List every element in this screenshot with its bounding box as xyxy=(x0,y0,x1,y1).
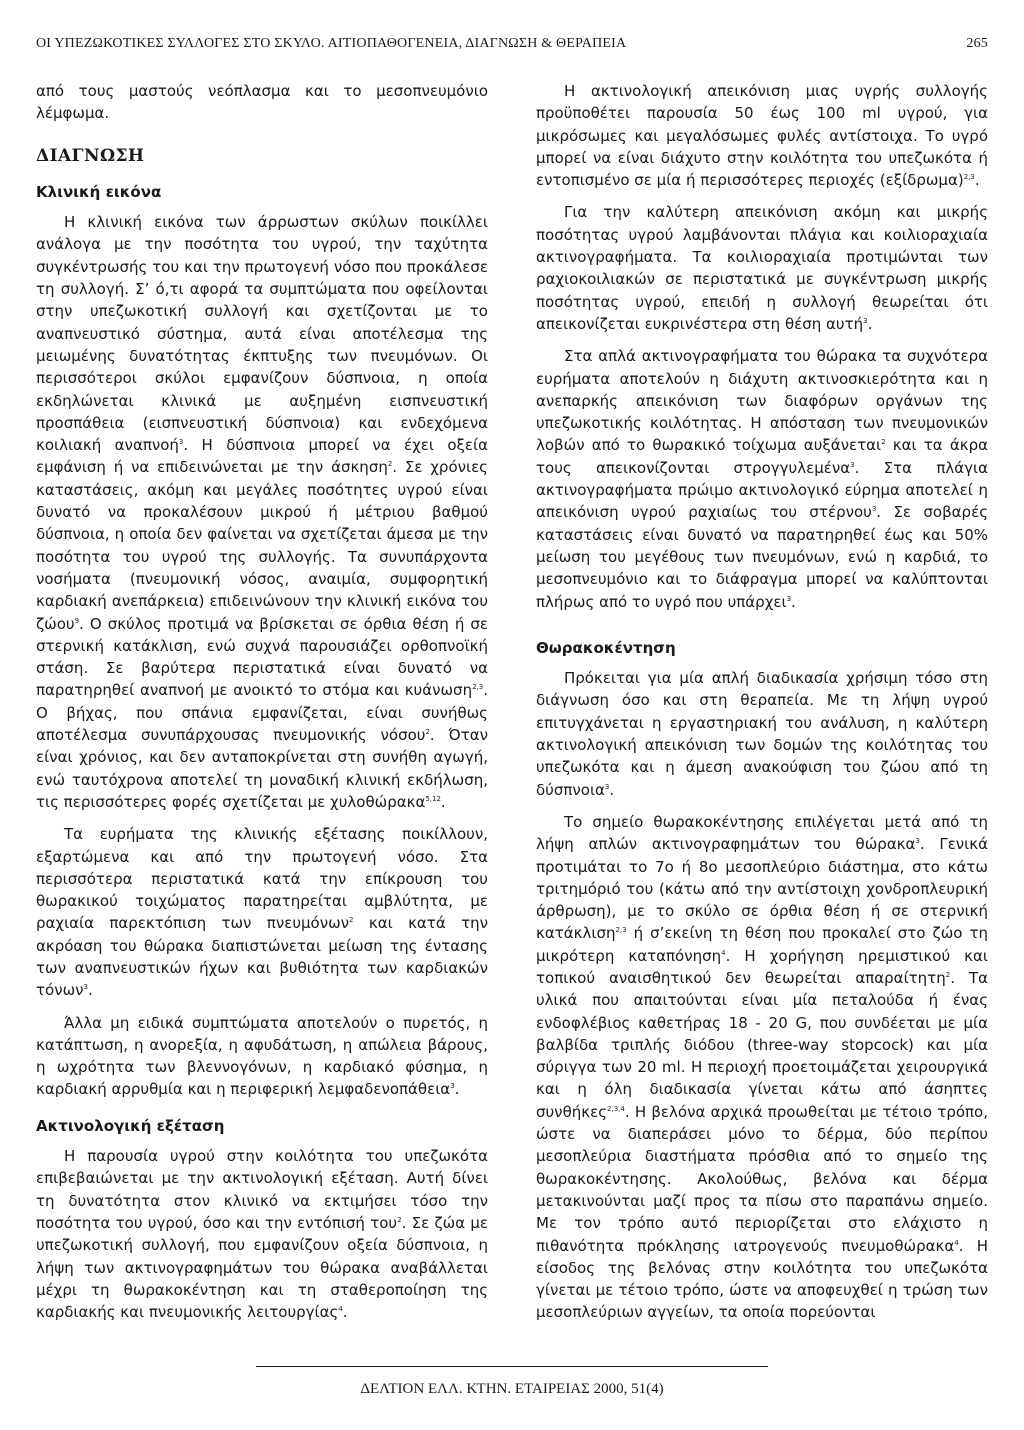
right-column xyxy=(536,80,988,1334)
radiology-paragraph-3 xyxy=(536,201,988,335)
reference-marker: 2,3 xyxy=(472,683,484,692)
running-head-title: ΟΙ ΥΠΕΖΩΚΟΤΙΚΕΣ ΣΥΛΛΟΓΕΣ ΣΤΟ ΣΚΥΛΟ. ΑΙΤΙΟΠΑΘΟΓΕΝΕΙΑ, ΔΙΑΓΝΩΣΗ & ΘΕΡΑΠΕΙΑ xyxy=(36,36,627,51)
text-span: Πρόκειται για μία απλή διαδικασία χρήσιμη τόσο στη διάγνωση όσο και στη θεραπεία. Με τη λήψη υγρού επιτυγχάνεται η εργαστηριακή του ανάλυση, η καλύτερη ακτινολογική απεικόνιση των δομών της κοιλότητας του υπεζωκότα και η άμεση ανακούφιση του ζώου από τη δύσπνοια xyxy=(536,669,988,799)
journal-footer: ΔΕΛΤΙΟΝ ΕΛΛ. ΚΤΗΝ. ΕΤΑΙΡΕΙΑΣ 2000, 51(4) xyxy=(360,1381,664,1397)
text-span: Άλλα μη ειδικά συμπτώματα αποτελούν ο πυρετός, η κατάπτωση, η ανορεξία, η αφυδάτωση, η απώλεια βάρους, η ωχρότητα των βλεννογόνων, η καρδιακό φύσημα, η καρδιακή αρρυθμία και η περιφερική λεμφαδενοπάθεια xyxy=(36,1013,488,1099)
footer-divider xyxy=(256,1366,768,1367)
text-span: . Η χορήγηση ηρεμιστικού και τοπικού αναισθητικού δεν θεωρείται απαραίτητη xyxy=(536,946,988,987)
radiology-paragraph-2 xyxy=(536,80,988,191)
left-column xyxy=(36,80,488,1333)
text-span: και τα άκρα τους απεικονίζονται στρογγυλεμένα xyxy=(536,436,988,477)
reference-marker: 2 xyxy=(945,970,951,979)
reference-marker: 4 xyxy=(954,1238,959,1247)
thoracentesis-paragraph-1 xyxy=(536,667,988,801)
reference-marker: 2,3 xyxy=(615,926,627,935)
text-span: Για την καλύτερη απεικόνιση ακόμη και μικρής ποσότητας υγρού λαμβάνονται πλάγια και κοιλιοραχιαία ακτινογραφήματα. Τα κοιλιοραχιαία προτιμώνται των ραχιοκοιλιακών σε περιστατικά με συγκέντρωση μικρής ποσότητας υγρού, επειδή η συλλογή θεωρείται ότι απεικονίζεται ευκρινέστερα στη θέση αυτή xyxy=(536,203,988,333)
reference-marker: 3 xyxy=(786,594,792,603)
reference-marker: 2 xyxy=(881,438,886,447)
text-span: και κατά την ακρόαση του θώρακα διαπιστώνεται μείωση της έντασης των αναπνευστικών ήχων και βυθιότητα των καρδιακών τόνων xyxy=(36,914,488,1000)
text-span: . xyxy=(791,592,796,611)
text-span: . Ο σκύλος προτιμά να βρίσκεται σε όρθια θέση ή σε στερνική κατάκλιση, ενώ συχνά παρουσιάζει ορθοπνοϊκή στάση. Σε βαρύτερα περιστατικά είναι δυνατό να παρατηρηθεί αναπνοή με ανοικτό το στόμα και κυάνωση xyxy=(36,614,488,700)
radiology-paragraph-4 xyxy=(536,345,988,613)
text-span: . xyxy=(454,1080,460,1099)
running-head xyxy=(36,36,988,58)
text-span: . xyxy=(440,792,446,811)
page-number: 265 xyxy=(966,36,988,51)
reference-marker: 3 xyxy=(871,505,877,514)
reference-marker: 2 xyxy=(387,460,393,469)
subheading-clinical-picture: Κλινική εικόνα xyxy=(36,182,162,201)
reference-marker: 2 xyxy=(425,728,430,737)
reference-marker: 2,3 xyxy=(963,173,975,182)
text-span: . Η είσοδος της βελόνας στην κοιλότητα του υπεζωκότα γίνεται με τέτοιο τρόπο, ώστε να αποφευχθεί η τρώση των μεσοπλεύριων αγγείων, τα οποία πορεύονται xyxy=(536,1236,988,1322)
reference-marker: 3 xyxy=(863,316,868,325)
subheading-radiology: Ακτινολογική εξέταση xyxy=(36,1116,225,1135)
text-span: . Ο βήχας, που σπάνια εμφανίζεται, είναι συνήθως αποτέλεσμα συνυπάρχουσας πνευμονικής νόσου xyxy=(36,681,488,745)
thoracentesis-paragraph-2 xyxy=(536,811,988,1324)
reference-marker: 2 xyxy=(349,916,354,925)
section-heading-diagnosis: ΔΙΑΓΝΩΣΗ xyxy=(36,145,145,166)
text-span: Η κλινική εικόνα των άρρωστων σκύλων ποικίλλει ανάλογα με την ποσότητα του υγρού, την ταχύτητα συγκέντρωσής του και την πρωτογενή νόσο που προκάλεσε τη συλλογή. Σ’ ό,τι αφορά τα συμπτώματα που οφείλονται στην υπεζωκοτική συλλογή και σχετίζονται με το αναπνευστικό σύστημα, αυτά είναι αποτέλεσμα της μειωμένης δυνατότητας έκπτυξης των πνευμόνων. Οι περισσότεροι σκύλοι εμφανίζουν δύσπνοια, η οποία εκδηλώνεται κλινικά με αυξημένη εισπνευστική προσπάθεια (εισπνευστική δύσπνοια) και ενδεχόμενα κοιλιακή αναπνοή xyxy=(36,213,488,455)
reference-marker: 2,3,4 xyxy=(607,1104,625,1113)
text-span: . Σε ζώα με υπεζωκοτική συλλογή, που εμφανίζουν οξεία δύσπνοια, η λήψη των ακτινογραφημάτων του θώρακα αναβάλλεται μέχρι τη θωρακοκέντηση και τη σταθεροποίηση της καρδιακής και πνευμονικής λειτουργίας xyxy=(36,1213,488,1322)
radiology-paragraph-1 xyxy=(36,1145,488,1323)
reference-marker: 3 xyxy=(915,837,920,846)
reference-marker: 5,12 xyxy=(425,794,441,803)
reference-marker: 3 xyxy=(850,460,855,469)
clinical-paragraph-2 xyxy=(36,823,488,1001)
text-span: . Σε σοβαρές καταστάσεις είναι δυνατό να παρατηρηθεί έως και 50% μείωση του μεγέθους των πνευμόνων, ενώ η καρδιά, το μεσοπνευμόνιο και το διάφραγμα μπορεί να καλύπτονται πλήρως από το υγρό που υπάρχει xyxy=(536,503,988,611)
text-span: . xyxy=(88,981,93,1000)
text-span: . xyxy=(342,1303,348,1322)
text-span: . xyxy=(974,171,980,190)
reference-marker: 3 xyxy=(83,983,88,992)
reference-marker: 4 xyxy=(721,948,726,957)
text-span: Το σημείο θωρακοκέντησης επιλέγεται μετά από τη λήψη απλών ακτινογραφημάτων του θώρακα xyxy=(536,812,988,854)
text-span: . xyxy=(609,780,615,799)
reference-marker: 3 xyxy=(604,782,610,791)
text-span: . Σε χρόνιες καταστάσεις, ακόμη και μεγάλες ποσότητες υγρού είναι δυνατό να προκαλέσουν μικρού ή μέτριου βαθμού δύσπνοια, η οποία δεν φαίνεται να σχετίζεται άμεσα με την ποσότητα του υγρού της συλλογής. Τα συνυπάρχοντα νοσήματα (πνευμονική νόσος, αναιμία, συμφορητική καρδιακή ανεπάρκεια) επιδεινώνουν την κλινική εικόνα του ζώου xyxy=(36,458,488,633)
reference-marker: 3 xyxy=(178,438,184,447)
text-span: ή σ’εκείνη τη θέση που προκαλεί στο ζώο τη μικρότερη καταπόνηση xyxy=(536,924,988,965)
subheading-thoracentesis: Θωρακοκέντηση xyxy=(536,638,676,657)
clinical-paragraph-1 xyxy=(36,211,488,813)
text-span: . Η δύσπνοια μπορεί να έχει οξεία εμφάνιση ή να επιδεινώνεται με την άσκηση xyxy=(36,436,488,477)
text-span: . Η βελόνα αρχικά προωθείται με τέτοιο τρόπο, ώστε να διαπεράσει μόνο το δέρμα, δύο περίπου μεσοπλεύρια διαστήματα πρόσθια από το σημείο της θωρακοκέντησης. Ακολούθως, βελόνα και δέρμα μετακινούνται μαζί προς τα πίσω στο παραπάνω σημείο. Με τον τρόπο αυτό περιορίζεται στο ελάχιστο η πιθανότητα πρόκλησης ιατρογενούς πνευμοθώρακα xyxy=(536,1102,988,1255)
text-span: . Στα πλάγια ακτινογραφήματα πρώιμο ακτινολογικό εύρημα αποτελεί η απεικόνιση υγρού ραχιαίως του στέρνου xyxy=(536,458,988,522)
reference-marker: 3 xyxy=(450,1082,455,1091)
text-span: . Γενικά προτιμάται το 7ο ή 8ο μεσοπλεύριο διάστημα, στο κάτω τριτημόριό του (κάτω από την αντίστοιχη χονδροπλευρική άρθρωση), με το σκύλο σε όρθια θέση ή σε στερνική κατάκλιση xyxy=(536,835,988,943)
text-span: Τα ευρήματα της κλινικής εξέτασης ποικίλλουν, εξαρτώμενα και από την πρωτογενή νόσο. Στα περισσότερα περιστατικά κατά την επίκρουση του θωρακικού τοιχώματος παρατηρείται αμβλύτητα, με ραχιαία παρεκτόπιση των πνευμόνων xyxy=(36,825,488,933)
text-span: Η παρουσία υγρού στην κοιλότητα του υπεζωκότα επιβεβαιώνεται με την ακτινολογική εξέταση. Αυτή δίνει τη δυνατότητα στον κλινικό να εκτιμήσει τόσο την ποσότητα του υγρού, όσο και την εντόπισή του xyxy=(36,1147,488,1232)
text-span: . Τα υλικά που απαιτούνται είναι μία πεταλούδα ή ένας ενδοφλέβιος καθετήρας 18 - 20 G, που συνδέεται με μία βαλβίδα τριπλής διόδου (three-way stopcock) και μία σύριγγα των 20 ml. Η περιοχή προετοιμάζεται χειρουργικά και η όλη διαδικασία γίνεται κάτω από άσηπτες συνθήκες xyxy=(536,968,988,1121)
text-span: Στα απλά ακτινογραφήματα του θώρακα τα συχνότερα ευρήματα αποτελούν η διάχυτη ακτινοσκιερότητα και η ανεπαρκής απεικόνιση των διαφόρων οργάνων της υπεζωκοτικής κοιλότητας. Η απόσταση των πνευμονικών λοβών από το θωρακικό τοίχωμα αυξάνεται xyxy=(536,347,988,455)
reference-marker: 4 xyxy=(338,1305,343,1314)
reference-marker: 2 xyxy=(397,1215,402,1224)
text-span: . Όταν είναι χρόνιος, και δεν ανταποκρίνεται στη συνήθη αγωγή, ενώ ταυτόχρονα αποτελεί τη μοναδική κλινική εκδήλωση, τις περισσότερες φορές σχετίζεται με χυλοθώρακα xyxy=(36,726,488,811)
clinical-paragraph-3 xyxy=(36,1012,488,1101)
text-span: . xyxy=(867,314,873,333)
continuation-paragraph: από τους μαστούς νεόπλασμα και το μεσοπνευμόνιο λέμφωμα. xyxy=(36,82,488,123)
text-span: Η ακτινολογική απεικόνιση μιας υγρής συλλογής προϋποθέτει παρουσία 50 έως 100 ml υγρού, για μικρόσωμες και μεγαλόσωμες φυλές αντίστοιχα. Το υγρό μπορεί να είναι διάχυτο στην κοιλότητα του υπεζωκότα ή εντοπισμένο σε μία ή περισσότερες περιοχές (εξίδρωμα) xyxy=(536,82,988,190)
reference-marker: 9 xyxy=(74,616,80,625)
